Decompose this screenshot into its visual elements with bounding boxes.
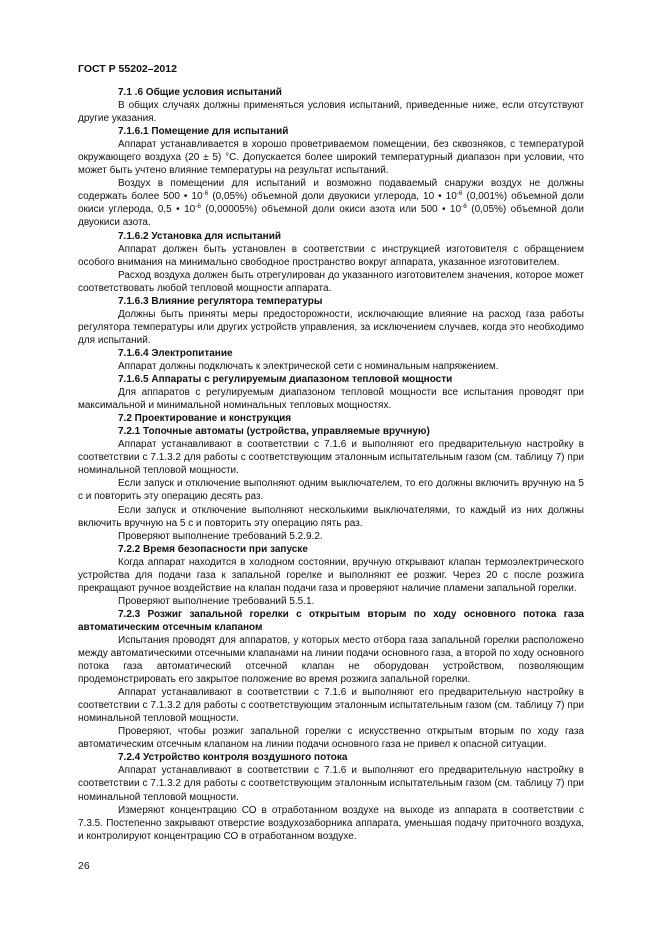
paragraph: Аппарат устанавливают в соответствии с 7.1.6 и выполняют его предварительную настройку в соответствии с 7.1.3.2 для работы с соответствующим эталонным испытательным газом (см. таблицу 7) при номинальной тепловой мощности. bbox=[78, 765, 584, 803]
paragraph: Аппарат должен быть установлен в соответствии с инструкцией изготовителя с обращением особого внимания на минимально свободное пространство вокруг аппарата, указанное изготовителем. bbox=[78, 243, 584, 268]
paragraph: Аппарат должны подключать к электрической сети с номинальным напряжением. bbox=[118, 360, 499, 372]
paragraph: Проверяют, чтобы розжиг запальной горелки с искусственно открытым вторым по ходу газа автоматическим отсечным клапаном на линии подачи основного газа не привел к опасной ситуации. bbox=[78, 726, 584, 751]
paragraph: Аппарат устанавливают в соответствии с 7.1.6 и выполняют его предварительную настройку в соответствии с 7.1.3.2 для работы с соответствующим эталонным испытательным газом (см. таблицу 7) при номинальной тепловой мощности. bbox=[78, 687, 584, 725]
text-run: (0,05%) объемной доли двуокиси азота. bbox=[78, 204, 584, 229]
paragraph: Для аппаратов с регулируемым диапазоном тепловой мощности все испытания проводят при максимальной и минимальной номинальных тепловых мощностях. bbox=[78, 387, 584, 412]
text-run: (0,05%) объемной доли двуокиси углерода, 10 • 10 bbox=[208, 191, 457, 203]
document-code-header: ГОСТ Р 55202–2012 bbox=[78, 63, 177, 75]
paragraph: Проверяют выполнение требований 5.5.1. bbox=[118, 595, 315, 607]
exponent: -6 bbox=[461, 203, 467, 211]
section-heading: 7.1.6.4 Электропитание bbox=[118, 347, 233, 359]
page-number: 26 bbox=[78, 860, 90, 872]
section-heading: 7.2.4 Устройство контроля воздушного потока bbox=[118, 752, 348, 764]
paragraph: Когда аппарат находится в холодном состоянии, вручную открывают клапан термоэлектрического устройства для подачи газа к запальной горелке и выполняют ее розжиг. Через 20 с после розжига прекращают ручное воздействие на клапан подачи газа и проверяют наличие пламени запальной горелки. bbox=[78, 556, 584, 594]
paragraph: В общих случаях должны применяться условия испытаний, приведенные ниже, если отсутствуют другие указания. bbox=[78, 100, 584, 125]
section-heading: 7.1 .6 Общие условия испытаний bbox=[118, 87, 282, 98]
text-run: Воздух в помещении для испытаний и возможно подаваемый снаружи воздух не должны содержать более 500 • 10 bbox=[78, 178, 584, 203]
section-heading: 7.1.6.1 Помещение для испытаний bbox=[118, 126, 289, 138]
paragraph: Аппарат устанавливают в соответствии с 7.1.6 и выполняют его предварительную настройку в соответствии с 7.1.3.2 для работы с соответствующим эталонным испытательным газом (см. таблицу 7) при номинальной тепловой мощности. bbox=[78, 439, 584, 477]
section-heading: 7.2.3 Розжиг запальной горелки с открытым вторым по ходу основного потока газа автоматическим отсечным клапаном bbox=[78, 608, 584, 633]
document-body bbox=[78, 86, 584, 843]
section-heading: 7.2.2 Время безопасности при запуске bbox=[118, 543, 308, 555]
paragraph: Аппарат устанавливается в хорошо проветриваемом помещении, без сквозняков, с температурой окружающего воздуха (20 ± 5) °С. Допускается более широкий температурный диапазон при условии, что может быть учтено влияние температуры на результат испытаний. bbox=[78, 139, 584, 177]
section-heading: 7.1.6.5 Аппараты с регулируемым диапазоном тепловой мощности bbox=[118, 374, 453, 386]
section-heading: 7.2.1 Топочные автоматы (устройства, управляемые вручную) bbox=[118, 426, 430, 438]
paragraph: Если запуск и отключение выполняют одним выключателем, то его должны включить вручную на 5 с и повторить эту операцию десять раз. bbox=[78, 478, 584, 503]
text-run: (0,00005%) объемной доли окиси азота или 500 • 10 bbox=[200, 204, 462, 216]
exponent: -6 bbox=[202, 190, 209, 198]
paragraph bbox=[78, 177, 584, 229]
paragraph: Проверяют выполнение требований 5.2.9.2. bbox=[118, 530, 323, 542]
text-run: (0,001%) объемной доли окиси углерода, 0,5 • 10 bbox=[78, 191, 585, 216]
section-heading: 7.2 Проектирование и конструкция bbox=[118, 413, 292, 425]
section-heading: 7.1.6.3 Влияние регулятора температуры bbox=[118, 295, 323, 307]
section-heading: 7.1.6.2 Установка для испытаний bbox=[118, 230, 282, 242]
exponent: -6 bbox=[456, 190, 463, 198]
paragraph: Испытания проводят для аппаратов, у которых место отбора газа запальной горелки расположено между автоматическими отсечными клапанами на линии подачи основного газа, а второй по ходу основного потока газа автоматический отсечной клапан не оборудован устройством, позволяющим продемонстрировать его закрытое положение во время розжига запальной горелки. bbox=[78, 634, 584, 686]
paragraph: Если запуск и отключение выполняют несколькими выключателями, то каждый из них должны включить вручную на 5 с и повторить эту операцию пять раз. bbox=[78, 504, 584, 529]
paragraph: Измеряют концентрацию СО в отработанном воздухе на выходе из аппарата в соответствии с 7.3.5. Постепенно закрывают отверстие воздухозаборника аппарата, уменьшая подачу приточного воздуха, и контролируют концентрацию СО в отработанном воздухе. bbox=[78, 804, 584, 842]
exponent: -6 bbox=[195, 203, 201, 211]
paragraph: Расход воздуха должен быть отрегулирован до указанного изготовителем значения, которое может соответствовать любой тепловой мощности аппарата. bbox=[78, 269, 584, 294]
paragraph: Должны быть приняты меры предосторожности, исключающие влияние на расход газа работы регулятора температуры или других устройств управления, за исключением случаев, когда это необходимо для испытаний. bbox=[78, 308, 584, 346]
